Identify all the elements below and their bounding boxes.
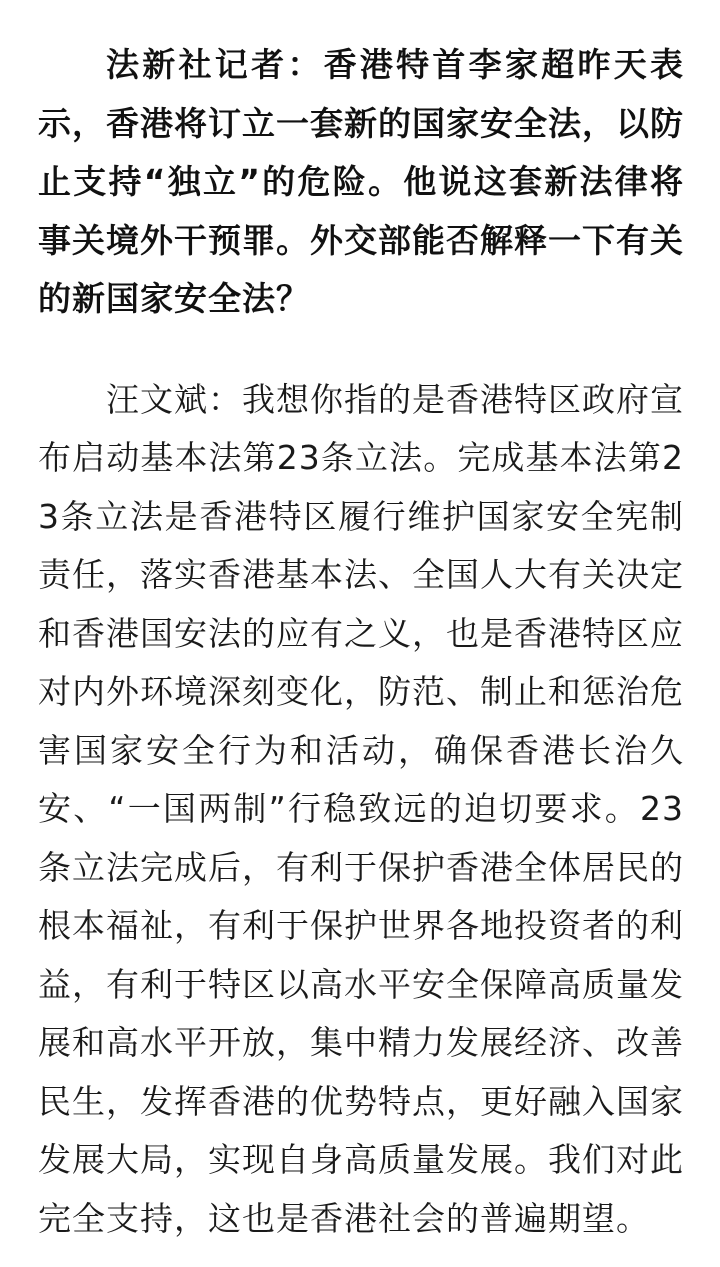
question-paragraph: 法新社记者：香港特首李家超昨天表示，香港将订立一套新的国家安全法，以防止支持“独立”的危险。他说这套新法律将事关境外干预罪。外交部能否解释一下有关的新国家安全法？ (38, 45, 684, 318)
answer-paragraph: 汪文斌：我想你指的是香港特区政府宣布启动基本法第23条立法。完成基本法第23条立法是香港特区履行维护国家安全宪制责任，落实香港基本法、全国人大有关决定和香港国安法的应有之义，也是香港特区应对内外环境深刻变化，防范、制止和惩治危害国家安全行为和活动，确保香港长治久安、“一国两制”行稳致远的迫切要求。23条立法完成后，有利于保护香港全体居民的根本福祉，有利于保护世界各地投资者的利益，有利于特区以高水平安全保障高质量发展和高水平开放，集中精力发展经济、改善民生，发挥香港的优势特点，更好融入国家发展大局，实现自身高质量发展。我们对此完全支持，这也是香港社会的普遍期望。 (38, 379, 684, 1238)
